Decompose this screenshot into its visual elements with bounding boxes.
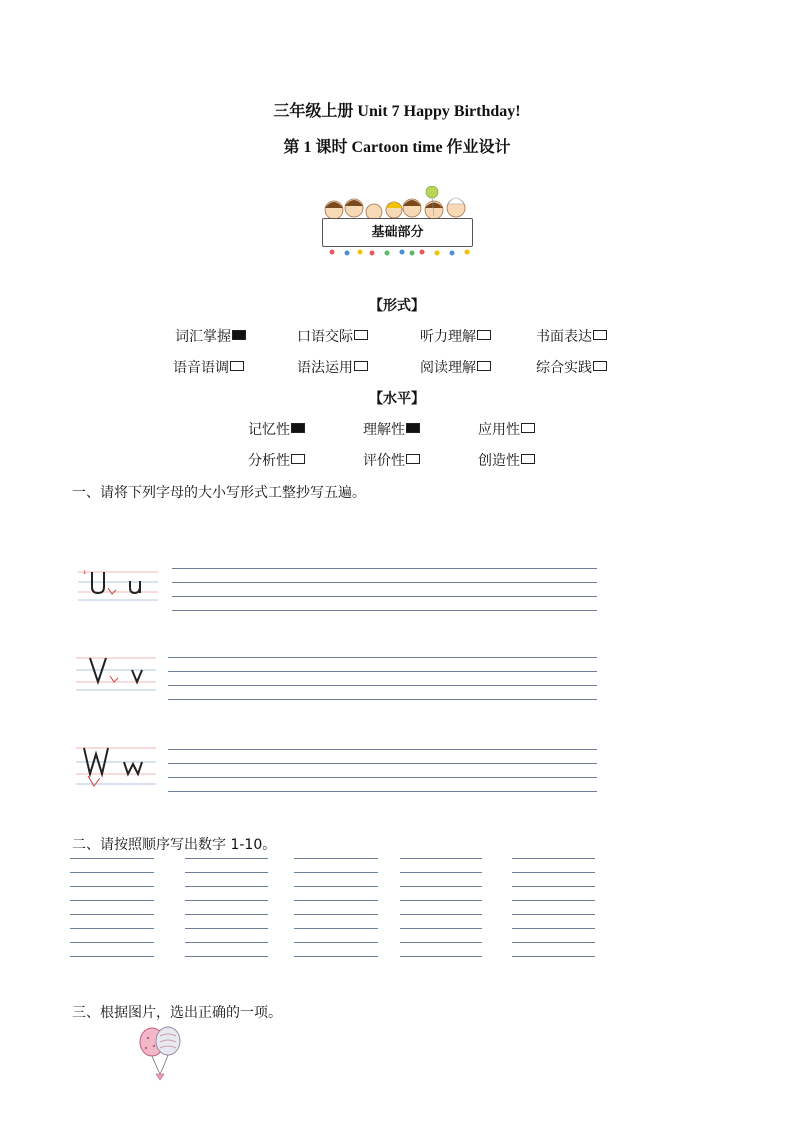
letter-vv-sample <box>76 652 156 696</box>
question-2: 二、请按照顺序写出数字 1-10。 <box>72 837 277 853</box>
balloons-image <box>134 1026 186 1086</box>
form-option-writing[interactable]: 书面表达 <box>536 326 607 346</box>
level-heading: 【水平】 <box>369 391 425 407</box>
level-option-memory[interactable]: 记忆性 <box>248 419 305 439</box>
form-option-grammar[interactable]: 语法运用 <box>297 357 368 377</box>
form-option-vocabulary[interactable]: 词汇掌握 <box>175 326 246 346</box>
checkbox[interactable] <box>521 423 535 433</box>
form-option-pronunciation[interactable]: 语音语调 <box>173 357 244 377</box>
svg-text:↓: ↓ <box>82 569 88 576</box>
checkbox[interactable] <box>406 454 420 464</box>
checkbox[interactable] <box>291 454 305 464</box>
section-banner: 基础部分 <box>322 218 473 247</box>
form-option-reading[interactable]: 阅读理解 <box>420 357 491 377</box>
question-3: 三、根据图片，选出正确的一项。 <box>72 1005 282 1021</box>
form-option-speaking[interactable]: 口语交际 <box>297 326 368 346</box>
checkbox[interactable] <box>230 361 244 371</box>
checkbox[interactable] <box>521 454 535 464</box>
level-option-analysis[interactable]: 分析性 <box>248 450 305 470</box>
checkbox[interactable] <box>354 330 368 340</box>
form-option-practice[interactable]: 综合实践 <box>536 357 607 377</box>
checkbox[interactable] <box>477 330 491 340</box>
checkbox[interactable] <box>593 330 607 340</box>
checkbox-checked[interactable] <box>232 330 246 340</box>
form-option-listening[interactable]: 听力理解 <box>420 326 491 346</box>
level-option-creation[interactable]: 创造性 <box>478 450 535 470</box>
level-option-understanding[interactable]: 理解性 <box>363 419 420 439</box>
level-option-application[interactable]: 应用性 <box>478 419 535 439</box>
checkbox[interactable] <box>593 361 607 371</box>
checkbox-checked[interactable] <box>291 423 305 433</box>
letter-ww-sample <box>76 742 156 792</box>
checkbox-checked[interactable] <box>406 423 420 433</box>
checkbox[interactable] <box>477 361 491 371</box>
checkbox[interactable] <box>354 361 368 371</box>
form-heading: 【形式】 <box>369 298 425 314</box>
level-option-evaluation[interactable]: 评价性 <box>363 450 420 470</box>
question-1: 一、请将下列字母的大小写形式工整抄写五遍。 <box>72 485 366 501</box>
page-title: 三年级上册 Unit 7 Happy Birthday! <box>273 103 521 120</box>
page-subtitle: 第 1 课时 Cartoon time 作业设计 <box>283 139 511 156</box>
letter-uu-sample <box>78 566 158 606</box>
